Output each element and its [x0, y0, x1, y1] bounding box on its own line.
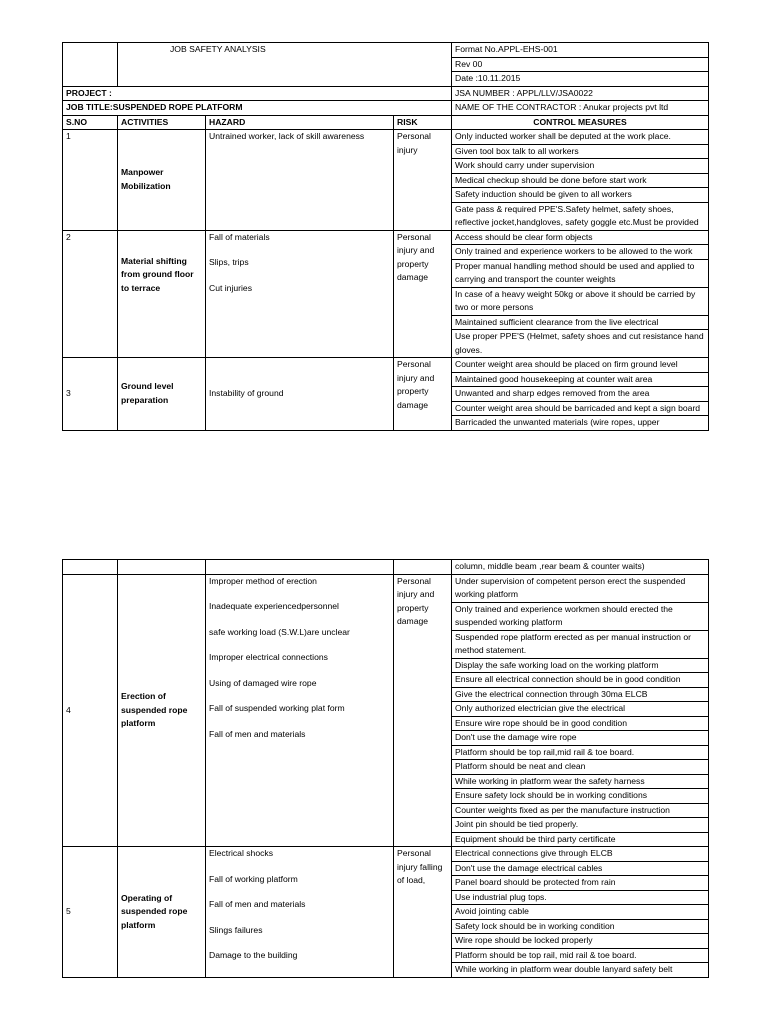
empty-cell	[394, 560, 452, 575]
table-row	[63, 560, 709, 575]
control-item: Only inducted worker shall be deputed at the work place.	[452, 130, 708, 145]
control-item: Platform should be neat and clean	[452, 760, 708, 775]
table-row	[63, 358, 709, 431]
row-risk: Personal injury and property damage	[394, 574, 452, 847]
row-activity: Ground level preparation	[118, 358, 206, 431]
control-item: Counter weights fixed as per the manufacture instruction	[452, 804, 708, 819]
control-item: Use industrial plug tops.	[452, 891, 708, 906]
hazard-item: Instability of ground	[209, 388, 284, 398]
control-item: Ensure all electrical connection should be in good condition	[452, 673, 708, 688]
jsa-number: JSA NUMBER : APPL/LLV/JSA0022	[452, 86, 709, 101]
table-row	[63, 847, 709, 978]
control-item: Give the electrical connection through 30ma ELCB	[452, 688, 708, 703]
row-risk: Personal injury	[394, 130, 452, 231]
control-item: Electrical connections give through ELCB	[452, 847, 708, 862]
table-row	[63, 130, 709, 231]
hazard-item: Cut injuries	[209, 282, 252, 293]
hazard-item: safe working load (S.W.L)are unclear	[209, 626, 350, 637]
row-sno: 4	[63, 574, 118, 847]
control-item: Safety induction should be given to all workers	[452, 188, 708, 203]
control-item: Counter weight area should be placed on firm ground level	[452, 358, 708, 373]
control-item: Ensure safety lock should be in working conditions	[452, 789, 708, 804]
control-item: Joint pin should be tied properly.	[452, 818, 708, 833]
control-item: Given tool box talk to all workers	[452, 145, 708, 160]
row-activity: Material shifting from ground floor to terrace	[118, 230, 206, 358]
hazard-item: Slips, trips	[209, 257, 249, 267]
column-header-control-measures: CONTROL MEASURES	[452, 115, 709, 130]
control-item: Panel board should be protected from rain	[452, 876, 708, 891]
control-item: Platform should be top rail,mid rail & toe board.	[452, 746, 708, 761]
control-item: In case of a heavy weight 50kg or above it should be carried by two or more persons	[452, 288, 708, 316]
control-item: Only trained and experience workers to be allowed to the work	[452, 245, 708, 260]
control-item: While working in platform wear the safety harness	[452, 775, 708, 790]
control-item: Don't use the damage electrical cables	[452, 862, 708, 877]
control-item: Platform should be top rail, mid rail & toe board.	[452, 949, 708, 964]
control-item: Under supervision of competent person erect the suspended working platform	[452, 575, 708, 603]
logo-cell	[63, 43, 118, 87]
row-hazards	[206, 847, 394, 978]
table-row	[63, 574, 709, 847]
project-label: PROJECT :	[63, 86, 452, 101]
control-item: Maintained sufficient clearance from the live electrical	[452, 316, 708, 331]
row-sno: 2	[63, 230, 118, 358]
empty-cell	[206, 560, 394, 575]
control-item: Maintained good housekeeping at counter wait area	[452, 373, 708, 388]
row-sno: 1	[63, 130, 118, 231]
job-title: JOB TITLE:SUSPENDED ROPE PLATFORM	[63, 101, 452, 116]
hazard-item: Fall of working platform	[209, 873, 298, 884]
control-item: Only authorized electrician give the electrical	[452, 702, 708, 717]
row-sno: 5	[63, 847, 118, 978]
row-hazards	[206, 574, 394, 847]
document-title: JOB SAFETY ANALYSIS	[118, 43, 452, 87]
control-item: Use proper PPE'S (Helmet, safety shoes and cut resistance hand gloves.	[455, 331, 704, 355]
hazard-item: Fall of suspended working plat form	[209, 703, 345, 713]
hazard-item: Electrical shocks	[209, 848, 273, 858]
row-activity: Operating of suspended rope platform	[118, 847, 206, 978]
hazard-item: Using of damaged wire rope	[209, 677, 317, 688]
hazard-item: Fall of men and materials	[209, 728, 306, 739]
format-number: Format No.APPL-EHS-001	[452, 43, 709, 58]
control-item: Suspended rope platform erected as per manual instruction or method statement.	[452, 631, 708, 659]
control-item: Counter weight area should be barricaded and kept a sign board	[452, 402, 708, 417]
control-item: Ensure wire rope should be in good condition	[452, 717, 708, 732]
row-risk: Personal injury and property damage	[394, 358, 452, 431]
control-item: Wire rope should be locked properly	[452, 934, 708, 949]
control-item: Don't use the damage wire rope	[452, 731, 708, 746]
control-item: Unwanted and sharp edges removed from the area	[452, 387, 708, 402]
control-item: Only trained and experience workmen should erected the suspended working platform	[452, 603, 708, 631]
control-item: Barricaded the unwanted materials (wire ropes, upper	[455, 417, 660, 427]
row-controls	[452, 230, 709, 358]
row-controls	[452, 358, 709, 431]
row-hazards	[206, 230, 394, 358]
hazard-item: Improper electrical connections	[209, 652, 328, 662]
jsa-table-page-1	[62, 42, 709, 431]
hazard-item: Fall of men and materials	[209, 899, 306, 909]
row-activity: Erection of suspended rope platform	[118, 574, 206, 847]
revision: Rev 00	[452, 57, 709, 72]
hazard-item: Damage to the building	[209, 950, 298, 960]
control-item: Equipment should be third party certificate	[455, 833, 616, 844]
hazard-item: Improper method of erection	[209, 575, 317, 586]
column-header-risk: RISK	[394, 115, 452, 130]
hazard-item: Fall of materials	[209, 231, 270, 242]
empty-cell	[63, 560, 118, 575]
row-risk: Personal injury falling of load,	[394, 847, 452, 978]
hazard-item: Slings failures	[209, 924, 263, 935]
hazard-item: Inadequate experiencedpersonnel	[209, 601, 339, 611]
control-item: Safety lock should be in working condition	[452, 920, 708, 935]
column-header-activities: ACTIVITIES	[118, 115, 206, 130]
row-hazards	[206, 358, 394, 431]
contractor-name: NAME OF THE CONTRACTOR : Anukar projects pvt ltd	[452, 101, 709, 116]
control-item: Avoid jointing cable	[452, 905, 708, 920]
control-item: Gate pass & required PPE'S.Safety helmet, safety shoes, reflective jocket,handgloves, safety goggle etc.Must be provided	[455, 203, 699, 227]
column-header-hazard: HAZARD	[206, 115, 394, 130]
control-item: Display the safe working load on the working platform	[452, 659, 708, 674]
hazard-item: Untrained worker, lack of skill awareness	[209, 131, 365, 141]
row-controls	[452, 574, 709, 847]
row-hazards	[206, 130, 394, 231]
document-date: Date :10.11.2015	[452, 72, 709, 87]
control-item: Proper manual handling method should be used and applied to carrying and transport the counter weights	[452, 260, 708, 288]
row-sno: 3	[63, 358, 118, 431]
row-activity: Manpower Mobilization	[118, 130, 206, 231]
continuation-text: column, middle beam ,rear beam & counter waits)	[452, 560, 709, 575]
column-header-sno: S.NO	[63, 115, 118, 130]
table-row	[63, 230, 709, 358]
row-controls	[452, 130, 709, 231]
empty-cell	[118, 560, 206, 575]
control-item: While working in platform wear double lanyard safety belt	[455, 964, 673, 974]
control-item: Access should be clear form objects	[452, 231, 708, 246]
row-risk: Personal injury and property damage	[394, 230, 452, 358]
control-item: Medical checkup should be done before start work	[452, 174, 708, 189]
row-controls	[452, 847, 709, 978]
control-item: Work should carry under supervision	[452, 159, 708, 174]
jsa-table-page-2	[62, 559, 709, 978]
